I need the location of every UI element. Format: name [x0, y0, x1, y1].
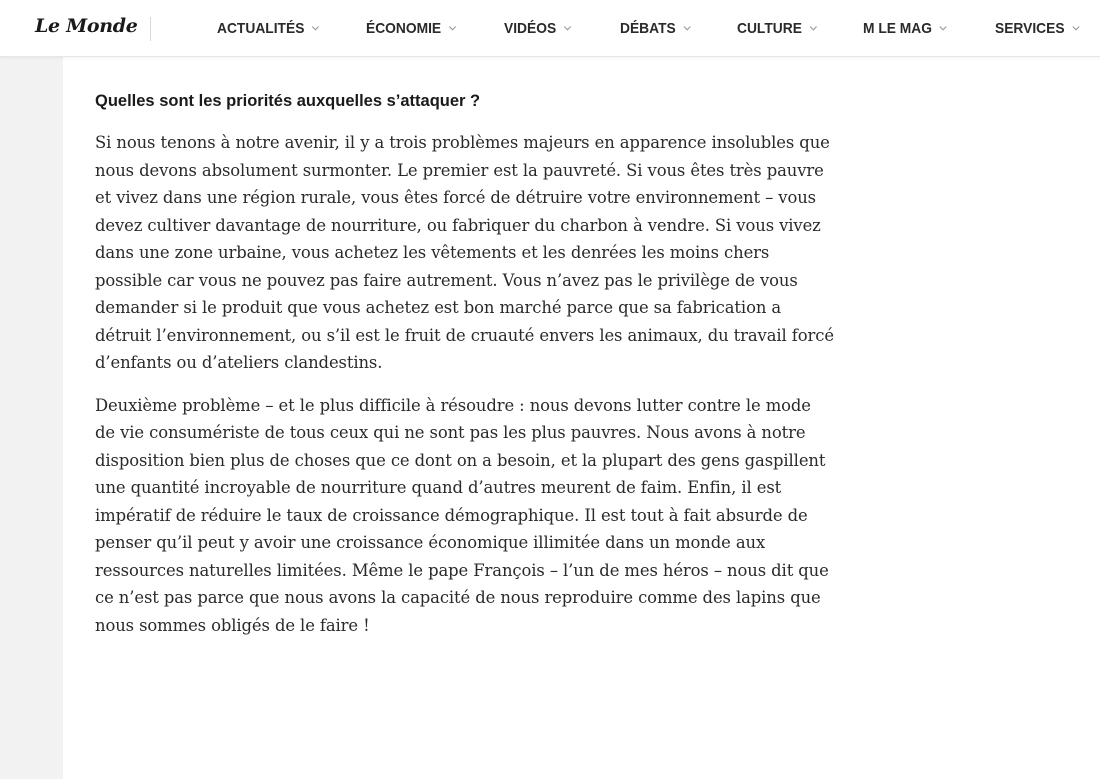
logo-divider [150, 17, 151, 41]
chevron-down-icon [808, 23, 817, 33]
nav-debats[interactable] [620, 0, 691, 56]
nav-label: M LE MAG [863, 19, 932, 37]
article-subheading: Quelles sont les priorités auxquelles s’attaquer ? [95, 92, 481, 110]
nav-services[interactable] [995, 0, 1080, 56]
article-body [95, 90, 835, 654]
article-paragraph: Si nous tenons à notre avenir, il y a trois problèmes majeurs en apparence insolubles que nous devons absolument surmonter. Le premier est la pauvreté. Si vous êtes très pauvre et vivez dans une région rurale, vous êtes forcé de détruire votre environnement – vous devez cultiver davantage de nourriture, ou fabriquer du charbon à vendre. Si vous vivez dans une zone urbaine, vous achetez les vêtements et les denrées les moins chers possible car vous ne pouvez pas faire autrement. Vous n’avez pas le privilège de vous demander si le produit que vous achetez est bon marché parce que sa fabrication a détruit l’environnement, ou s’il est le fruit de cruauté envers les animaux, du travail forcé d’enfants ou d’ateliers clandestins. [95, 133, 834, 372]
chevron-down-icon [1071, 23, 1080, 33]
nav-label: SERVICES [995, 19, 1065, 37]
nav-culture[interactable] [737, 0, 818, 56]
nav-label: DÉBATS [620, 19, 676, 37]
chevron-down-icon [682, 23, 691, 33]
nav-m-le-mag[interactable] [863, 0, 948, 56]
nav-label: ÉCONOMIE [366, 19, 442, 37]
nav-economie[interactable] [366, 0, 457, 56]
nav-label: CULTURE [737, 19, 802, 37]
le-monde-logo[interactable]: Le Monde [35, 15, 138, 37]
nav-label: ACTUALITÉS [217, 19, 305, 37]
chevron-down-icon [563, 23, 572, 33]
chevron-down-icon [311, 23, 320, 33]
chevron-down-icon [938, 23, 947, 33]
top-navigation-bar [0, 0, 1100, 57]
nav-actualites[interactable] [217, 0, 320, 56]
chevron-down-icon [448, 23, 457, 33]
nav-videos[interactable] [504, 0, 572, 56]
article-paragraph: Deuxième problème – et le plus difficile à résoudre : nous devons lutter contre le mode de vie consumériste de tous ceux qui ne sont pas les plus pauvres. Nous avons à notre disposition bien plus de choses que ce dont on a besoin, et la plupart des gens gaspillent une quantité incroyable de nourriture quand d’autres meurent de faim. Enfin, il est impératif de réduire le taux de croissance démographique. Il est tout à fait absurde de penser qu’il peut y avoir une croissance économique illimitée dans un monde aux ressources naturelles limitées. Même le pape François – l’un de mes héros – nous dit que ce n’est pas parce que nous avons la capacité de nous reproduire comme des lapins que nous sommes obligés de le faire ! [95, 395, 829, 635]
nav-label: VIDÉOS [504, 19, 557, 37]
